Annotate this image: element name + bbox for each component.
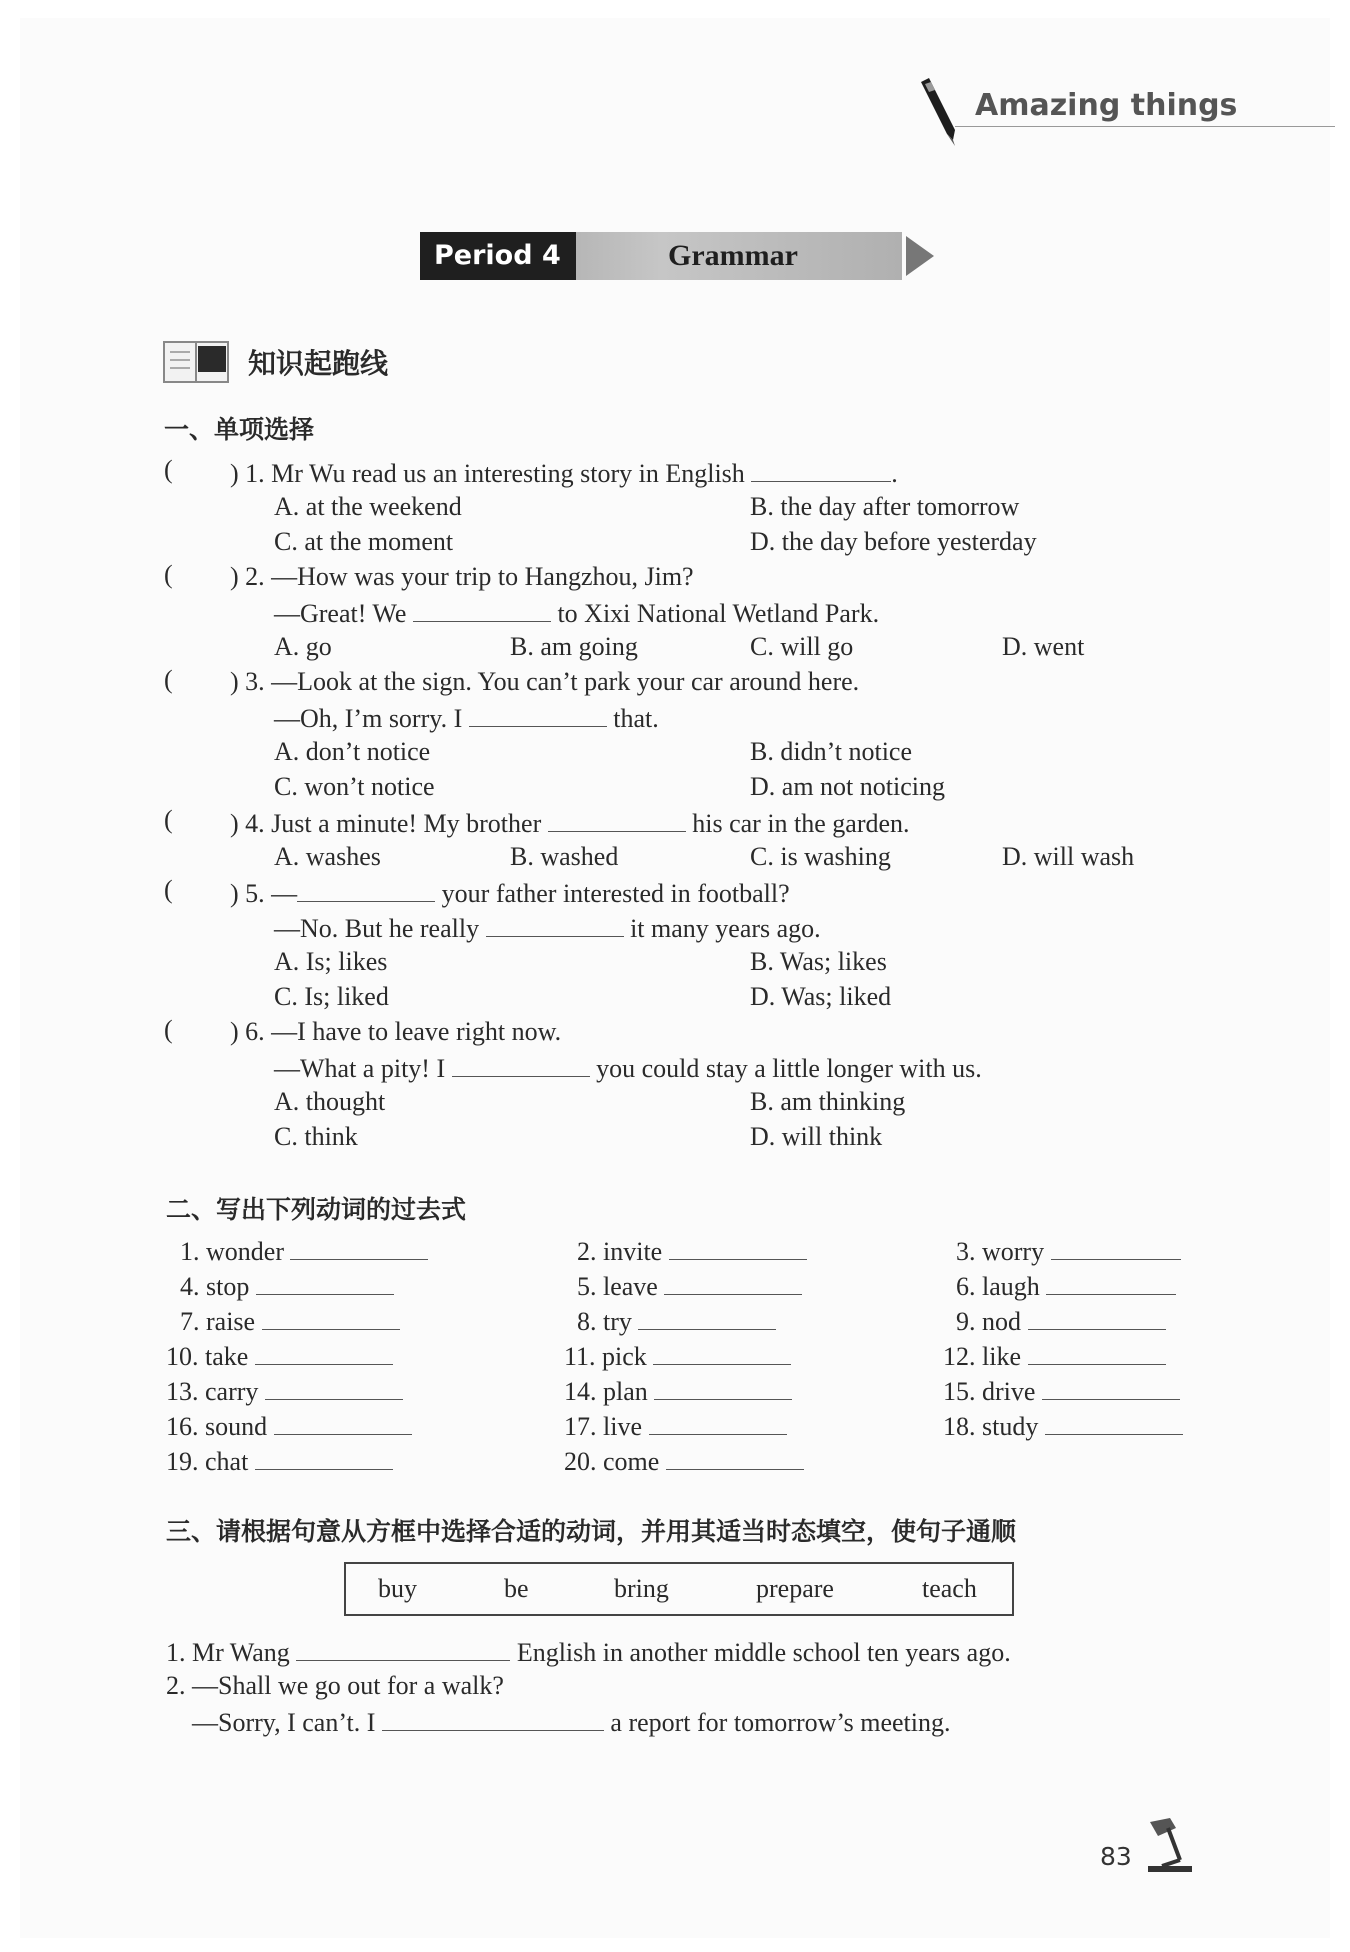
verb-item: 1. wonder [180,1233,428,1269]
verb-item: 5. leave [577,1268,802,1304]
q5-option-b: B. Was; likes [750,947,887,976]
verb-item: 6. laugh [956,1268,1176,1304]
verb-item: 13. carry [166,1373,403,1409]
q2-option-c: C. will go [750,632,854,661]
pen-icon [915,76,965,148]
q1-stem: ) 1. Mr Wu read us an interesting story in English . [230,455,898,491]
sentence-2-reply: —Sorry, I can’t. I a report for tomorrow’s meeting. [192,1704,950,1740]
q3-option-a: A. don’t notice [274,737,431,766]
q3-option-c: C. won’t notice [274,772,435,801]
q6-option-b: B. am thinking [750,1087,906,1116]
sentence-2: 2. —Shall we go out for a walk? [166,1671,504,1700]
q1-option-d: D. the day before yesterday [750,527,1037,556]
answer-bracket: ( [164,875,173,904]
verb-item: 12. like [943,1338,1166,1374]
q2-line2: —Great! We to Xixi National Wetland Park. [274,595,879,631]
q5-stem: ) 5. — your father interested in football? [230,875,790,911]
q5-option-c: C. Is; liked [274,982,389,1011]
verb-item: 15. drive [943,1373,1180,1409]
q2-option-a: A. go [274,632,332,661]
q1-option-c: C. at the moment [274,527,454,556]
q5-option-d: D. Was; liked [750,982,892,1011]
verb-item: 8. try [577,1303,776,1339]
word-box-item: bring [614,1574,669,1603]
q2-option-d: D. went [1002,632,1085,661]
period-label: Period 4 [420,232,576,280]
q4-option-d: D. will wash [1002,842,1135,871]
verb-item: 2. invite [577,1233,807,1269]
q1-option-a: A. at the weekend [274,492,462,521]
q6-stem: ) 6. —I have to leave right now. [230,1017,562,1046]
verb-item: 16. sound [166,1408,412,1444]
q3-option-d: D. am not noticing [750,772,945,801]
answer-bracket: ( [164,455,173,484]
word-box-item: prepare [756,1574,834,1603]
word-box-item: buy [378,1574,417,1603]
verb-item: 20. come [564,1443,804,1479]
verb-item: 17. live [564,1408,787,1444]
q3-stem: ) 3. —Look at the sign. You can’t park your car around here. [230,667,860,696]
part1-title: 一、单项选择 [164,415,315,444]
answer-bracket: ( [164,1015,173,1044]
knowledge-heading: 知识起跑线 [248,347,389,380]
part2-title: 二、写出下列动词的过去式 [166,1195,467,1224]
q6-option-a: A. thought [274,1087,386,1116]
desk-lamp-icon [1138,1816,1200,1878]
q6-line2: —What a pity! I you could stay a little longer with us. [274,1050,982,1086]
verb-item: 18. study [943,1408,1183,1444]
q5-line2: —No. But he really it many years ago. [274,910,821,946]
answer-bracket: ( [164,805,173,834]
verb-item: 14. plan [564,1373,792,1409]
q2-option-b: B. am going [510,632,638,661]
q1-option-b: B. the day after tomorrow [750,492,1020,521]
word-box [344,1562,1014,1616]
part3-title: 三、请根据句意从方框中选择合适的动词，并用其适当时态填空，使句子通顺 [166,1517,1017,1546]
verb-item: 19. chat [166,1443,393,1479]
q4-option-c: C. is washing [750,842,891,871]
word-box-item: teach [922,1574,977,1603]
verb-item: 9. nod [956,1303,1166,1339]
verb-item: 10. take [166,1338,393,1374]
verb-item: 7. raise [180,1303,400,1339]
q4-stem: ) 4. Just a minute! My brother his car in the garden. [230,805,910,841]
q6-option-d: D. will think [750,1122,883,1151]
q5-option-a: A. Is; likes [274,947,388,976]
q4-option-b: B. washed [510,842,619,871]
book-icon [162,338,232,388]
word-box-item: be [504,1574,529,1603]
verb-item: 11. pick [564,1338,791,1374]
sentence-1: 1. Mr Wang English in another middle school ten years ago. [166,1634,1011,1670]
q6-option-c: C. think [274,1122,358,1151]
q2-stem: ) 2. —How was your trip to Hangzhou, Jim? [230,562,694,591]
grammar-label: Grammar [668,239,798,272]
verb-item: 4. stop [180,1268,394,1304]
running-title: Amazing things [975,88,1238,123]
q4-option-a: A. washes [274,842,381,871]
q3-option-b: B. didn’t notice [750,737,913,766]
q3-line2: —Oh, I’m sorry. I that. [274,700,659,736]
header-rule [955,126,1335,127]
answer-bracket: ( [164,665,173,694]
arrow-icon [906,232,936,280]
verb-item: 3. worry [956,1233,1181,1269]
page-number: 83 [1100,1842,1132,1871]
answer-bracket: ( [164,560,173,589]
